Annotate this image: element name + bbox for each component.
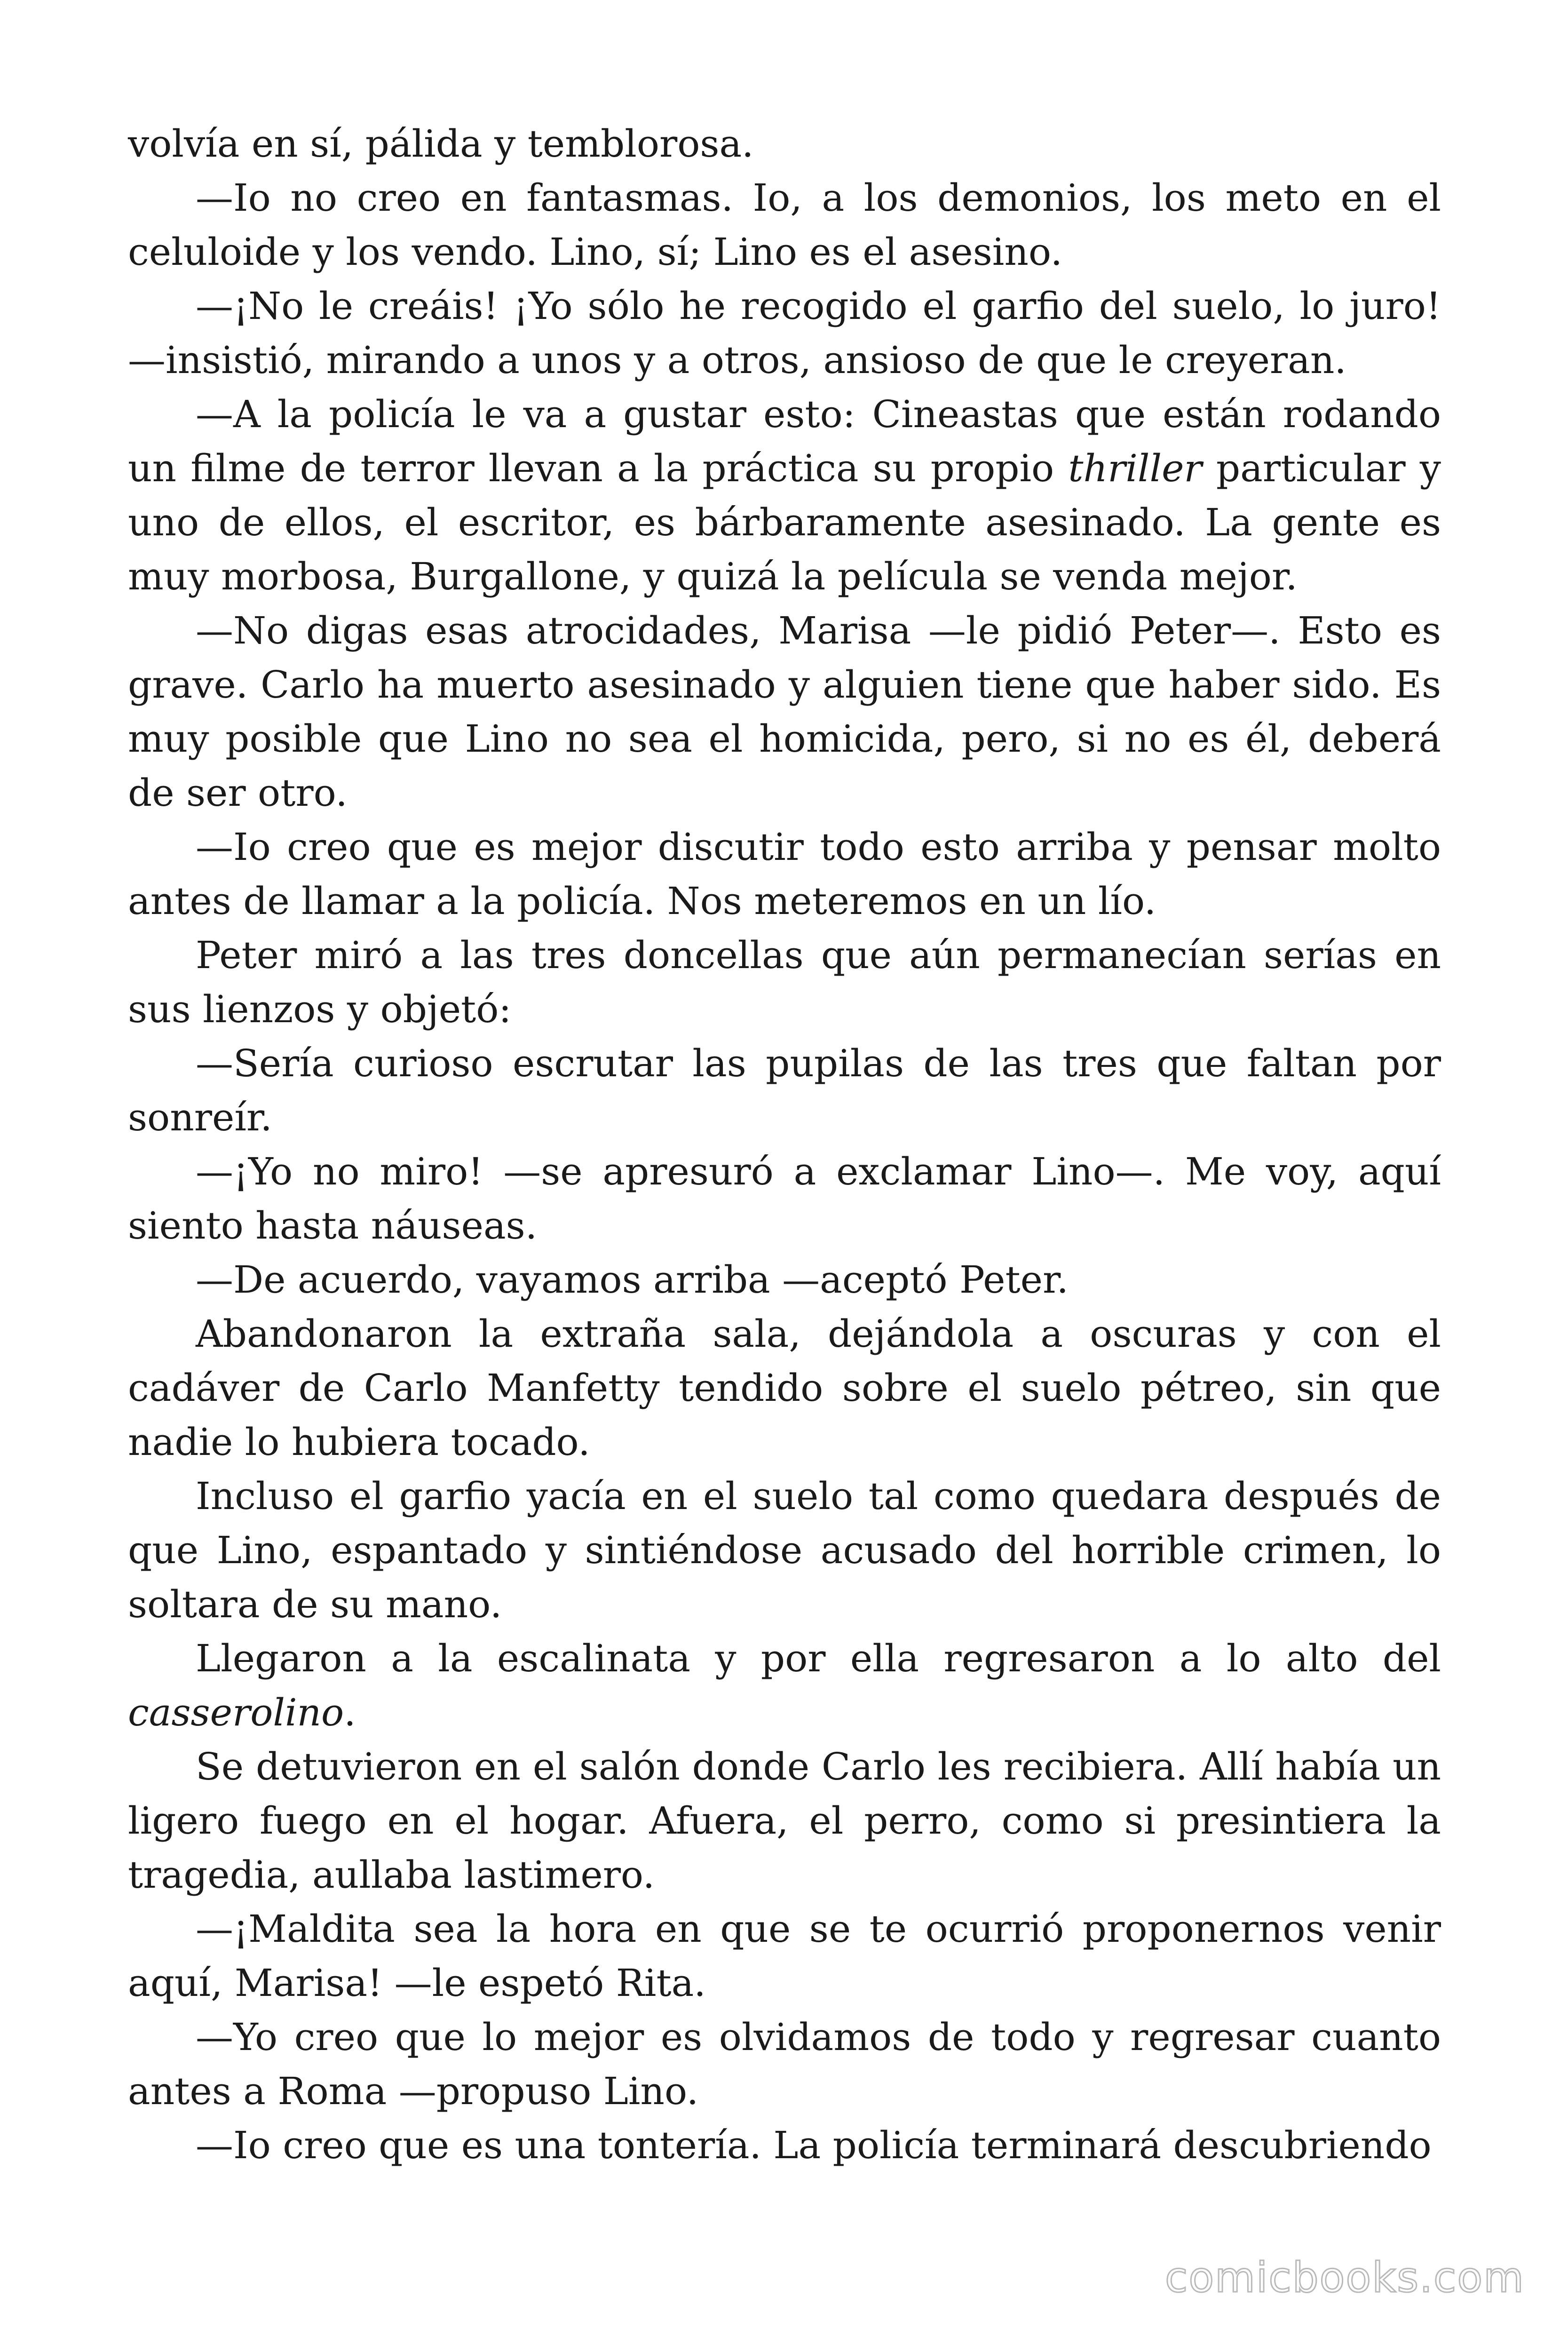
paragraph-text: —Io creo que es mejor discutir todo esto arriba y pensar molto antes de llamar a la policía. Nos meteremos en un lío. <box>128 825 1441 923</box>
paragraph <box>128 1631 1441 1740</box>
paragraph-text: —Sería curioso escrutar las pupilas de las tres que faltan por sonreír. <box>128 1041 1441 1139</box>
paragraph <box>128 820 1441 928</box>
paragraph <box>128 1307 1441 1469</box>
paragraph <box>128 1740 1441 1902</box>
italic-term: thriller <box>1068 446 1202 490</box>
paragraph-text: —¡Maldita sea la hora en que se te ocurrió proponernos venir aquí, Marisa! —le espetó Rita. <box>128 1907 1441 2005</box>
paragraph <box>128 387 1441 604</box>
paragraph-text: Abandonaron la extraña sala, dejándola a oscuras y con el cadáver de Carlo Manfetty tendido sobre el suelo pétreo, sin que nadie lo hubiera tocado. <box>128 1312 1441 1464</box>
paragraph-text: —No digas esas atrocidades, Marisa —le pidió Peter—. Esto es grave. Carlo ha muerto asesinado y alguien tiene que haber sido. Es muy posible que Lino no sea el homicida, pero, si no es él, deberá de ser otro. <box>128 609 1441 815</box>
paragraph <box>128 1036 1441 1144</box>
book-page-text <box>128 117 1441 2172</box>
paragraph <box>128 1902 1441 2010</box>
paragraph <box>128 279 1441 387</box>
paragraph <box>128 2118 1441 2172</box>
paragraph-text: Se detuvieron en el salón donde Carlo les recibiera. Allí había un ligero fuego en el hogar. Afuera, el perro, como si presintiera la tragedia, aullaba lastimero. <box>128 1745 1441 1897</box>
italic-term: casserolino <box>128 1691 344 1734</box>
paragraph-text: —Io no creo en fantasmas. Io, a los demonios, los meto en el celuloide y los vendo. Lino, sí; Lino es el asesino. <box>128 176 1441 274</box>
paragraph <box>128 117 1441 171</box>
paragraph <box>128 928 1441 1036</box>
paragraph-text: —Io creo que es una tontería. La policía terminará descubriendo <box>196 2123 1432 2167</box>
paragraph <box>128 171 1441 279</box>
paragraph-text: —¡No le creáis! ¡Yo sólo he recogido el garfio del suelo, lo juro! —insistió, mirando a unos y a otros, ansioso de que le creyeran. <box>128 284 1441 382</box>
paragraph <box>128 2010 1441 2118</box>
paragraph-text: . <box>344 1691 356 1734</box>
paragraph <box>128 1253 1441 1307</box>
paragraph-text: —A la policía le va a gustar esto: Cineastas que están rodando un filme de terror llevan a la práctica su propio <box>128 392 1441 490</box>
paragraph-text: —Yo creo que lo mejor es olvidamos de todo y regresar cuanto antes a Roma —propuso Lino. <box>128 2015 1441 2113</box>
paragraph-text: particular y uno de ellos, el escritor, es bárbaramente asesinado. La gente es muy morbosa, Burgallone, y quizá la película se venda mejor. <box>128 446 1441 598</box>
paragraph <box>128 1469 1441 1631</box>
paragraph <box>128 604 1441 820</box>
watermark-text: comicbooks.com <box>1164 2253 1525 2302</box>
paragraph-text: —¡Yo no miro! —se apresuró a exclamar Lino—. Me voy, aquí siento hasta náuseas. <box>128 1150 1441 1248</box>
paragraph-text: Incluso el garfio yacía en el suelo tal como quedara después de que Lino, espantado y sintiéndose acusado del horrible crimen, lo soltara de su mano. <box>128 1474 1441 1626</box>
paragraph-text: —De acuerdo, vayamos arriba —aceptó Peter. <box>196 1258 1069 1302</box>
paragraph-text: Llegaron a la escalinata y por ella regresaron a lo alto del <box>196 1637 1441 1680</box>
paragraph-text: Peter miró a las tres doncellas que aún permanecían serías en sus lienzos y objetó: <box>128 933 1441 1031</box>
paragraph <box>128 1144 1441 1253</box>
paragraph-text: volvía en sí, pálida y temblorosa. <box>128 122 754 166</box>
